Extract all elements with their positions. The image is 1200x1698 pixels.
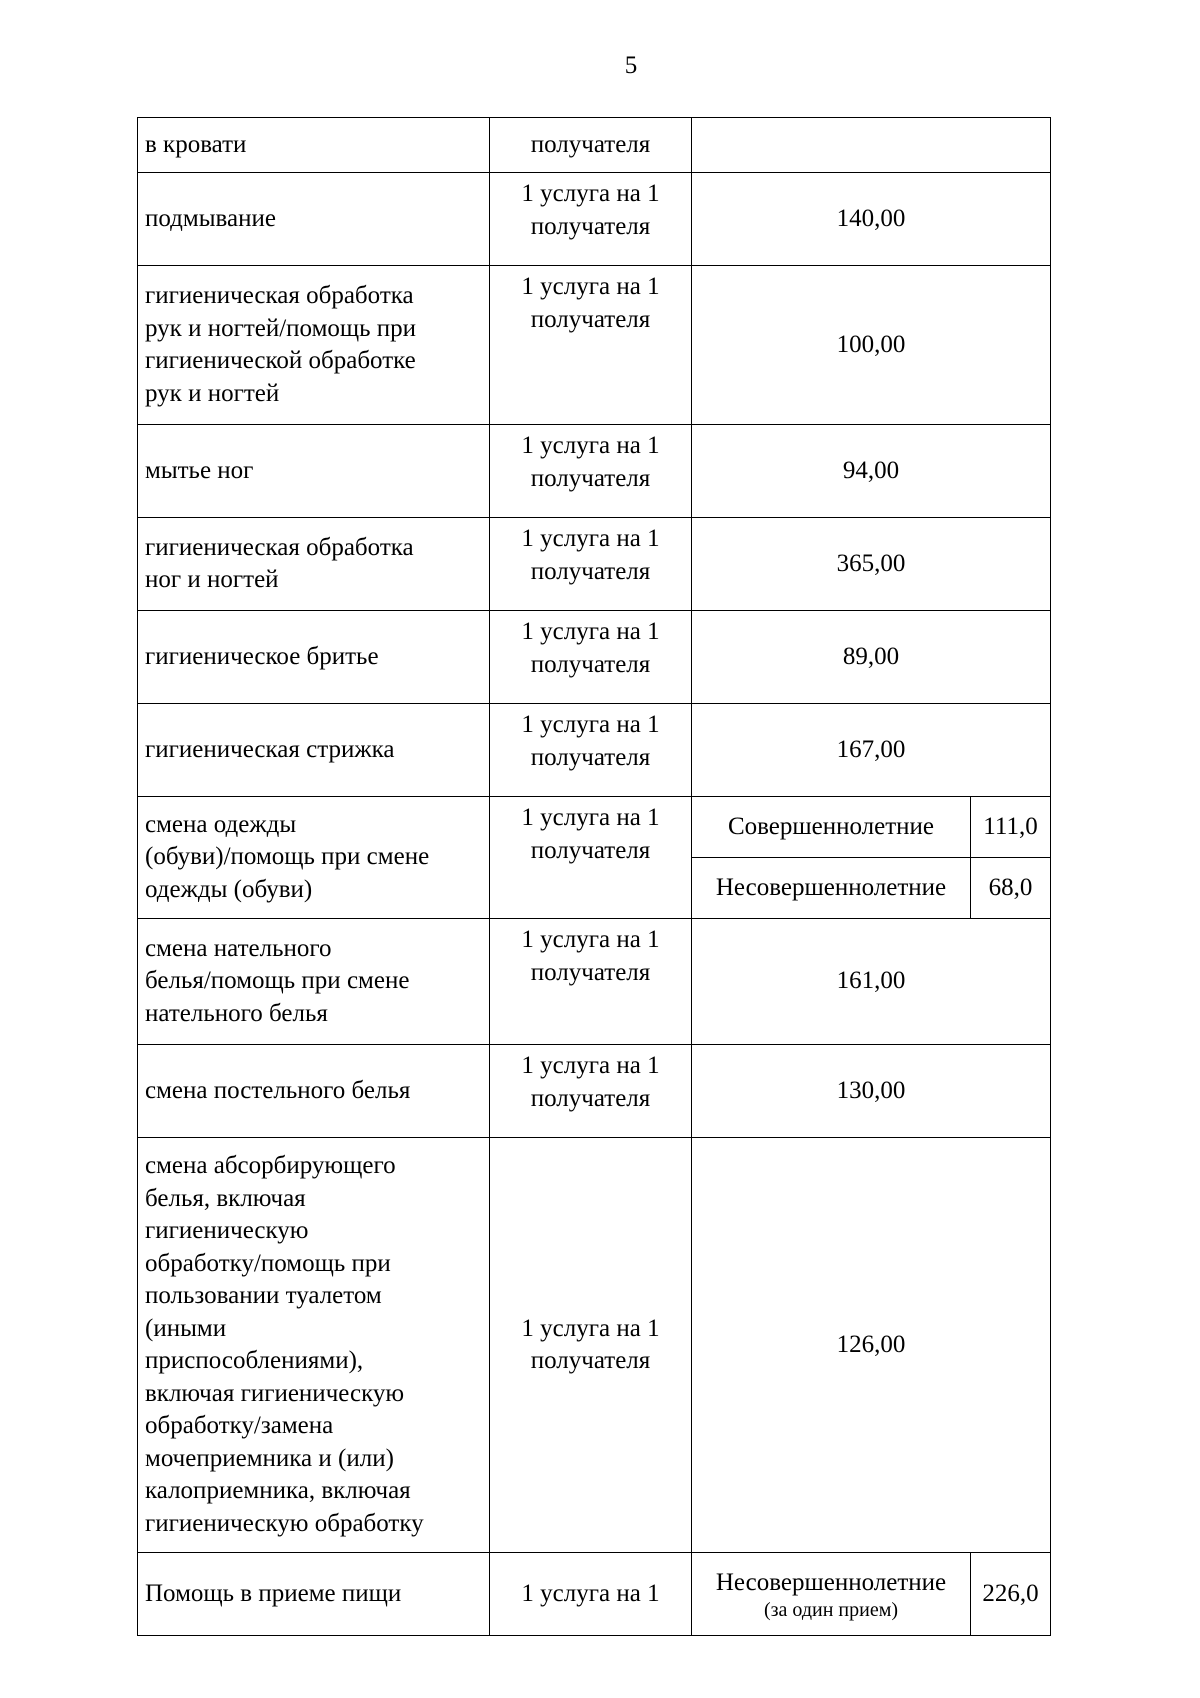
category-price-cell: 111,0 <box>971 797 1051 858</box>
unit-cell: 1 услуга на 1 получателя <box>490 425 692 518</box>
price-cell: 126,00 <box>692 1138 1051 1553</box>
unit-cell: 1 услуга на 1 получателя <box>490 611 692 704</box>
service-cell: мытье ног <box>138 425 490 518</box>
service-cell: гигиеническая обработка ног и ногтей <box>138 518 490 611</box>
price-cell: 365,00 <box>692 518 1051 611</box>
page-number: 5 <box>624 52 638 79</box>
service-cell: подмывание <box>138 173 490 266</box>
unit-cell: получателя <box>490 118 692 173</box>
category-price-cell: 226,0 <box>971 1553 1051 1636</box>
unit-cell: 1 услуга на 1 получателя <box>490 266 692 425</box>
table-row <box>138 266 1051 425</box>
service-cell: гигиеническая обработка рук и ногтей/помощь при гигиенической обработке рук и ногтей <box>138 266 490 425</box>
table-row <box>138 173 1051 266</box>
table-row <box>138 1553 1051 1636</box>
table-row <box>138 425 1051 518</box>
price-cell <box>692 118 1051 173</box>
table-row <box>138 704 1051 797</box>
unit-cell: 1 услуга на 1 получателя <box>490 1138 692 1553</box>
table-row <box>138 1138 1051 1553</box>
category-cell: Несовершеннолетние (за один прием) <box>692 1553 971 1636</box>
table-row <box>138 919 1051 1045</box>
service-cell: гигиеническое бритье <box>138 611 490 704</box>
unit-cell: 1 услуга на 1 получателя <box>490 797 692 919</box>
price-cell: 94,00 <box>692 425 1051 518</box>
service-cell: смена одежды (обуви)/помощь при смене одежды (обуви) <box>138 797 490 919</box>
table-row <box>138 1045 1051 1138</box>
service-cell: Помощь в приеме пищи <box>138 1553 490 1636</box>
price-cell: 140,00 <box>692 173 1051 266</box>
unit-cell: 1 услуга на 1 получателя <box>490 919 692 1045</box>
category-note: (за один прием) <box>763 1599 899 1622</box>
service-cell: смена нательного белья/помощь при смене нательного белья <box>138 919 490 1045</box>
price-cell: 130,00 <box>692 1045 1051 1138</box>
price-cell: 89,00 <box>692 611 1051 704</box>
service-cell: в кровати <box>138 118 490 173</box>
category-cell: Несовершеннолетние <box>692 858 971 919</box>
service-cell: смена абсорбирующего белья, включая гигиеническую обработку/помощь при пользовании туалетом (иными приспособлениями), включая гигиеническую обработку/замена мочеприемника и (или) калоприемника, включая гигиеническую обработку <box>138 1138 490 1553</box>
tariff-table <box>137 117 1051 1636</box>
table-row <box>138 797 1051 858</box>
category-cell: Совершеннолетние <box>692 797 971 858</box>
unit-cell: 1 услуга на 1 получателя <box>490 518 692 611</box>
category-price-cell: 68,0 <box>971 858 1051 919</box>
table-row <box>138 518 1051 611</box>
unit-cell: 1 услуга на 1 получателя <box>490 704 692 797</box>
table-row <box>138 611 1051 704</box>
unit-cell: 1 услуга на 1 получателя <box>490 173 692 266</box>
price-cell: 167,00 <box>692 704 1051 797</box>
table-row <box>138 118 1051 173</box>
price-cell: 100,00 <box>692 266 1051 425</box>
unit-cell: 1 услуга на 1 <box>490 1553 692 1636</box>
service-cell: гигиеническая стрижка <box>138 704 490 797</box>
price-cell: 161,00 <box>692 919 1051 1045</box>
unit-cell: 1 услуга на 1 получателя <box>490 1045 692 1138</box>
service-cell: смена постельного белья <box>138 1045 490 1138</box>
